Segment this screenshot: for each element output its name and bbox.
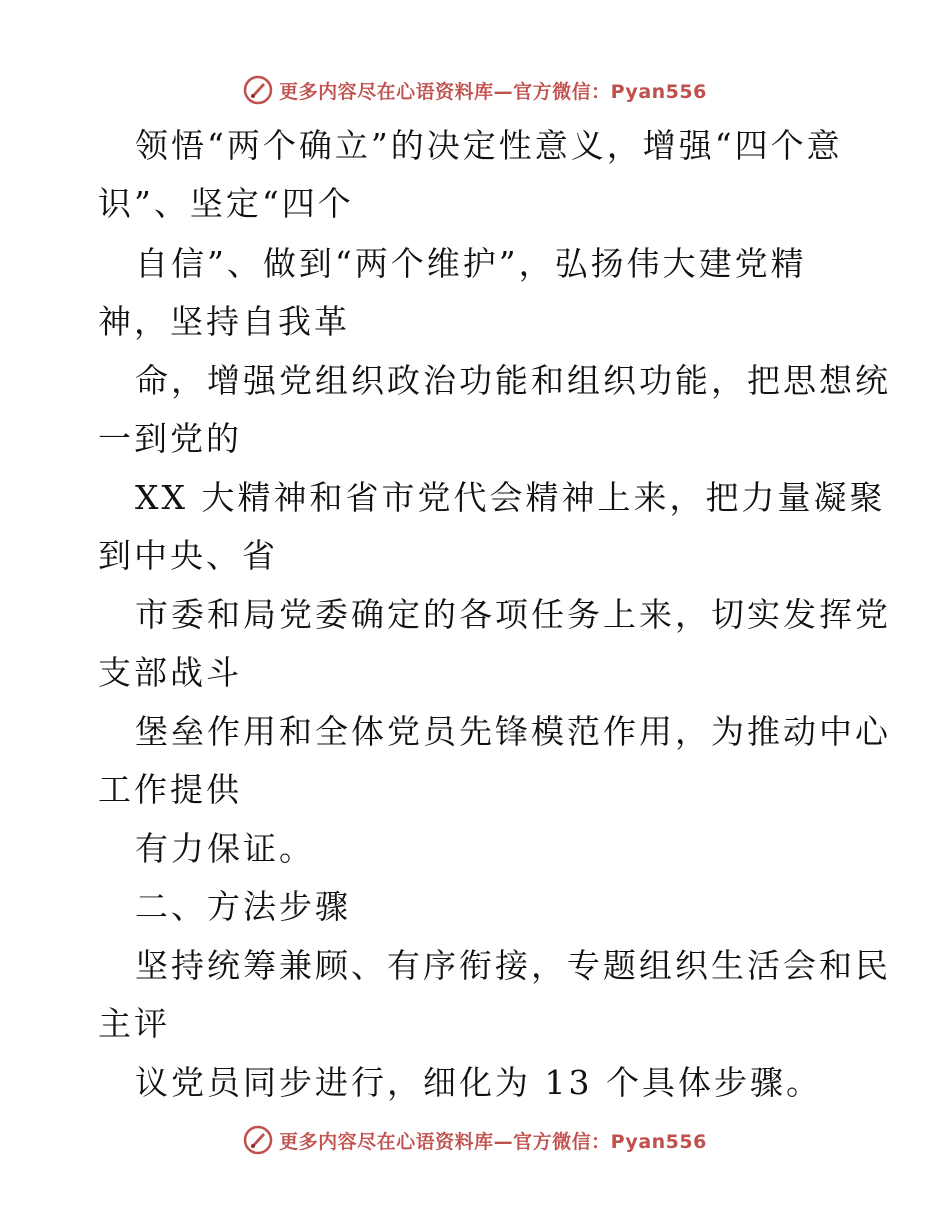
body-line: 命，增强党组织政治功能和组织功能，把思想统 xyxy=(135,361,891,400)
body-line: 一到党的 xyxy=(98,419,242,458)
body-line: 神，坚持自我革 xyxy=(98,302,350,341)
body-line: 堡垒作用和全体党员先锋模范作用，为推动中心 xyxy=(135,712,891,751)
body-line: 识”、坚定“四个 xyxy=(98,184,354,223)
footer-watermark-banner xyxy=(0,1120,950,1160)
body-line: 议党员同步进行，细化为 13 个具体步骤。 xyxy=(135,1063,822,1102)
footer-watermark-text: 更多内容尽在心语资料库—官方微信：Pyan556 xyxy=(279,1130,707,1153)
body-line: 支部战斗 xyxy=(98,653,242,692)
header-watermark-text: 更多内容尽在心语资料库—官方微信：Pyan556 xyxy=(279,80,707,103)
logo-icon xyxy=(243,1125,273,1155)
body-line: XX 大精神和省市党代会精神上来，把力量凝聚 xyxy=(135,478,886,517)
body-line: 到中央、省 xyxy=(98,536,278,575)
body-line: 坚持统筹兼顾、有序衔接，专题组织生活会和民 xyxy=(135,946,891,985)
header-watermark-banner xyxy=(0,70,950,110)
section-heading: 二、方法步骤 xyxy=(135,887,351,926)
body-line: 工作提供 xyxy=(98,770,242,809)
body-line: 领悟“两个确立”的决定性意义，增强“四个意 xyxy=(135,126,843,165)
body-line: 自信”、做到“两个维护”，弘扬伟大建党精 xyxy=(135,244,807,283)
body-line: 市委和局党委确定的各项任务上来，切实发挥党 xyxy=(135,595,891,634)
body-line: 主评 xyxy=(98,1004,170,1043)
logo-icon xyxy=(243,75,273,105)
body-line: 有力保证。 xyxy=(135,829,315,868)
